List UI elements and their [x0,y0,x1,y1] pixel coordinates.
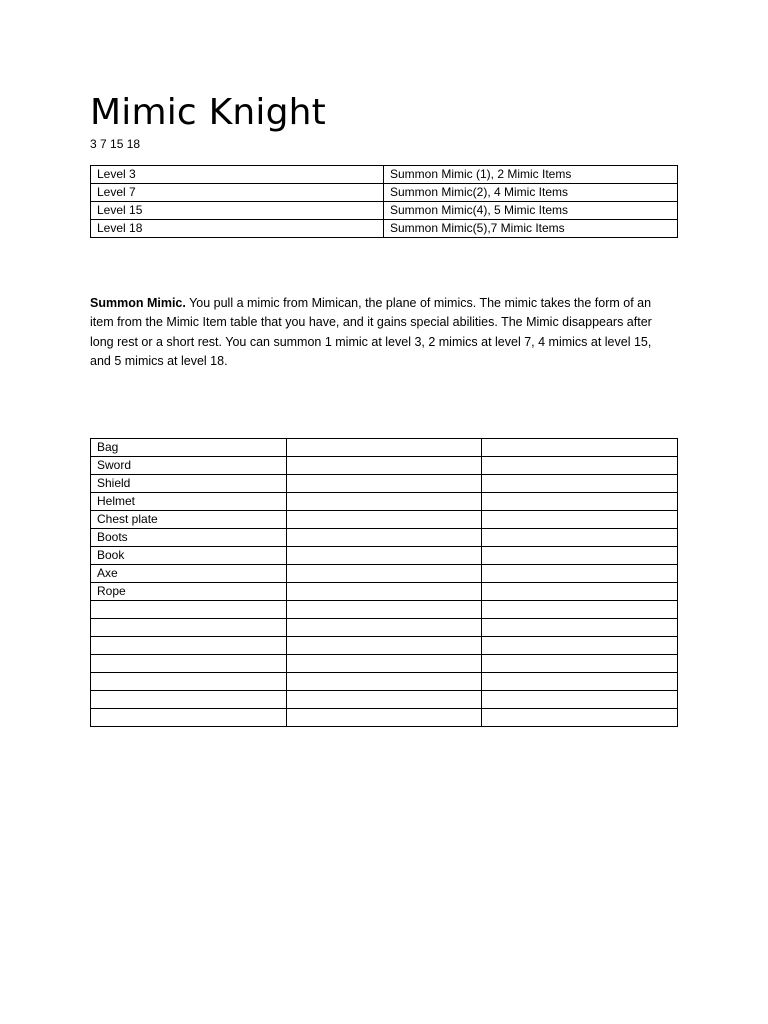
table-cell [482,511,678,529]
summon-mimic-heading: Summon Mimic. [90,296,186,310]
level-row [91,184,678,202]
item-row [91,583,678,601]
level-table [90,165,678,238]
table-cell [482,439,678,457]
table-cell [286,583,482,601]
table-cell [91,691,287,709]
item-row [91,655,678,673]
table-cell [91,709,287,727]
item-row [91,709,678,727]
table-cell [286,619,482,637]
item-row [91,457,678,475]
table-cell: Boots [91,529,287,547]
table-cell [286,529,482,547]
table-cell [482,601,678,619]
mimic-items-table [90,438,678,727]
table-cell: Chest plate [91,511,287,529]
table-cell [482,547,678,565]
table-cell [91,673,287,691]
item-row [91,511,678,529]
item-row [91,601,678,619]
table-cell [286,475,482,493]
table-cell [286,439,482,457]
table-cell [482,493,678,511]
item-row [91,673,678,691]
table-cell [286,601,482,619]
table-cell [91,619,287,637]
table-cell [286,511,482,529]
table-cell [286,565,482,583]
table-cell: Summon Mimic (1), 2 Mimic Items [384,166,678,184]
item-row [91,439,678,457]
item-row [91,565,678,583]
table-cell [482,637,678,655]
table-cell: Sword [91,457,287,475]
table-cell: Summon Mimic(2), 4 Mimic Items [384,184,678,202]
table-cell [482,457,678,475]
table-cell: Level 7 [91,184,384,202]
table-cell: Rope [91,583,287,601]
item-row [91,547,678,565]
table-cell [482,673,678,691]
table-cell [286,547,482,565]
table-cell [482,619,678,637]
table-cell: Bag [91,439,287,457]
table-cell: Summon Mimic(5),7 Mimic Items [384,220,678,238]
table-cell [286,493,482,511]
table-cell [482,691,678,709]
table-cell [482,583,678,601]
table-cell [286,709,482,727]
table-cell [286,673,482,691]
summon-mimic-paragraph [90,294,670,371]
level-row [91,166,678,184]
table-cell: Summon Mimic(4), 5 Mimic Items [384,202,678,220]
item-row [91,691,678,709]
table-cell [286,655,482,673]
table-cell [482,529,678,547]
table-cell: Level 3 [91,166,384,184]
table-cell [286,691,482,709]
table-cell [482,565,678,583]
table-cell [286,637,482,655]
table-cell: Level 15 [91,202,384,220]
table-cell [91,637,287,655]
level-row [91,220,678,238]
table-cell [91,655,287,673]
table-cell: Axe [91,565,287,583]
item-row [91,493,678,511]
table-cell [286,457,482,475]
table-cell: Level 18 [91,220,384,238]
table-cell: Shield [91,475,287,493]
table-cell: Book [91,547,287,565]
item-row [91,637,678,655]
summon-mimic-text: You pull a mimic from Mimican, the plane of mimics. The mimic takes the form of an item from the Mimic Item table that you have, and it gains special abilities. The Mimic disappears after long rest or a short rest. You can summon 1 mimic at level 3, 2 mimics at level 7, 4 mimics at level 15, and 5 mimics at level 18. [90,296,652,368]
item-row [91,529,678,547]
table-cell [91,601,287,619]
level-row [91,202,678,220]
levels-line: 3 7 15 18 [90,137,141,151]
table-cell: Helmet [91,493,287,511]
table-cell [482,655,678,673]
table-cell [482,475,678,493]
table-cell [482,709,678,727]
item-row [91,475,678,493]
document-title: Mimic Knight [90,92,326,133]
item-row [91,619,678,637]
